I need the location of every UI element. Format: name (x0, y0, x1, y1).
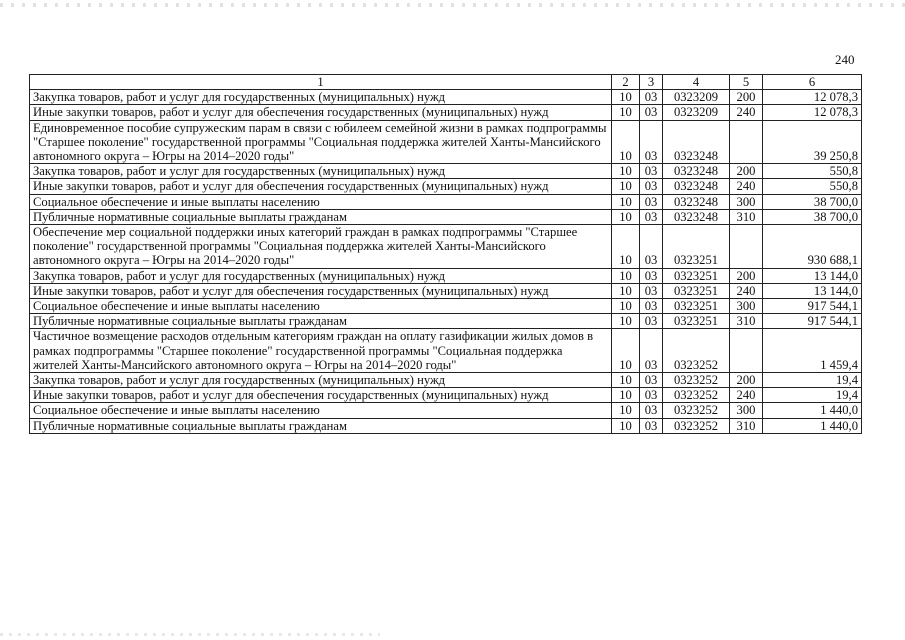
row-section: 10 (612, 194, 640, 209)
row-name: Публичные нормативные социальные выплаты гражданам (30, 314, 612, 329)
row-section: 10 (612, 418, 640, 433)
page-number: 240 (835, 52, 855, 67)
row-target-article: 0323248 (663, 179, 730, 194)
row-target-article: 0323252 (663, 403, 730, 418)
row-target-article: 0323251 (663, 268, 730, 283)
row-amount: 39 250,8 (763, 120, 862, 164)
row-section: 10 (612, 403, 640, 418)
table-row (30, 268, 862, 283)
row-target-article: 0323248 (663, 164, 730, 179)
row-name: Единовременное пособие супружеским парам в связи с юбилеем семейной жизни в рамках подпрограммы "Старшее поколение" государственной программы "Социальная поддержка жителей Ханты-Мансийского автономного округа – Югры на 2014–2020 годы" (30, 120, 612, 164)
row-target-article: 0323248 (663, 194, 730, 209)
row-expense-type (730, 225, 763, 269)
row-name: Иные закупки товаров, работ и услуг для обеспечения государственных (муниципальных) нужд (30, 388, 612, 403)
row-amount: 1 440,0 (763, 403, 862, 418)
row-amount: 13 144,0 (763, 283, 862, 298)
row-subsection: 03 (640, 179, 663, 194)
row-section: 10 (612, 329, 640, 373)
row-expense-type: 310 (730, 418, 763, 433)
row-expense-type: 240 (730, 179, 763, 194)
row-subsection: 03 (640, 329, 663, 373)
row-subsection: 03 (640, 418, 663, 433)
row-amount: 1 459,4 (763, 329, 862, 373)
row-expense-type: 300 (730, 299, 763, 314)
table-row (30, 105, 862, 120)
row-subsection: 03 (640, 90, 663, 105)
header-col-1: 1 (30, 75, 612, 90)
row-subsection: 03 (640, 388, 663, 403)
row-amount: 550,8 (763, 179, 862, 194)
table-row (30, 373, 862, 388)
table-header-row (30, 75, 862, 90)
row-section: 10 (612, 90, 640, 105)
table-row (30, 225, 862, 269)
table-row (30, 388, 862, 403)
row-amount: 917 544,1 (763, 299, 862, 314)
row-subsection: 03 (640, 373, 663, 388)
row-name: Иные закупки товаров, работ и услуг для обеспечения государственных (муниципальных) нужд (30, 105, 612, 120)
row-section: 10 (612, 105, 640, 120)
table-row (30, 209, 862, 224)
row-section: 10 (612, 373, 640, 388)
table-row (30, 314, 862, 329)
row-amount: 550,8 (763, 164, 862, 179)
row-amount: 19,4 (763, 388, 862, 403)
row-expense-type: 240 (730, 105, 763, 120)
row-target-article: 0323209 (663, 105, 730, 120)
row-expense-type: 300 (730, 194, 763, 209)
row-target-article: 0323251 (663, 314, 730, 329)
row-name: Публичные нормативные социальные выплаты гражданам (30, 418, 612, 433)
row-name: Закупка товаров, работ и услуг для государственных (муниципальных) нужд (30, 373, 612, 388)
row-name: Социальное обеспечение и иные выплаты населению (30, 299, 612, 314)
table-row (30, 299, 862, 314)
row-expense-type (730, 329, 763, 373)
table-row (30, 164, 862, 179)
row-amount: 38 700,0 (763, 194, 862, 209)
table-row (30, 90, 862, 105)
scan-artifact-top (0, 3, 905, 7)
row-name: Социальное обеспечение и иные выплаты населению (30, 403, 612, 418)
row-section: 10 (612, 209, 640, 224)
row-target-article: 0323251 (663, 225, 730, 269)
header-col-5: 5 (730, 75, 763, 90)
row-amount: 917 544,1 (763, 314, 862, 329)
header-col-6: 6 (763, 75, 862, 90)
budget-table (29, 74, 862, 434)
row-name: Социальное обеспечение и иные выплаты населению (30, 194, 612, 209)
row-name: Закупка товаров, работ и услуг для государственных (муниципальных) нужд (30, 90, 612, 105)
row-section: 10 (612, 314, 640, 329)
row-expense-type: 240 (730, 283, 763, 298)
row-section: 10 (612, 179, 640, 194)
table-row (30, 283, 862, 298)
row-name: Обеспечение мер социальной поддержки иных категорий граждан в рамках подпрограммы "Старшее поколение" государственной программы "Социальная поддержка жителей Ханты-Мансийского автономного округа – Югры на 2014–2020 годы" (30, 225, 612, 269)
row-subsection: 03 (640, 120, 663, 164)
row-target-article: 0323252 (663, 373, 730, 388)
row-subsection: 03 (640, 283, 663, 298)
header-col-3: 3 (640, 75, 663, 90)
row-expense-type (730, 120, 763, 164)
table-row (30, 418, 862, 433)
row-expense-type: 200 (730, 373, 763, 388)
header-col-2: 2 (612, 75, 640, 90)
row-target-article: 0323251 (663, 283, 730, 298)
row-subsection: 03 (640, 105, 663, 120)
row-name: Иные закупки товаров, работ и услуг для обеспечения государственных (муниципальных) нужд (30, 179, 612, 194)
table-row (30, 179, 862, 194)
row-amount: 1 440,0 (763, 418, 862, 433)
row-section: 10 (612, 299, 640, 314)
row-expense-type: 300 (730, 403, 763, 418)
row-target-article: 0323209 (663, 90, 730, 105)
row-target-article: 0323248 (663, 209, 730, 224)
row-name: Закупка товаров, работ и услуг для государственных (муниципальных) нужд (30, 164, 612, 179)
row-target-article: 0323252 (663, 388, 730, 403)
row-amount: 19,4 (763, 373, 862, 388)
table-row (30, 403, 862, 418)
row-subsection: 03 (640, 314, 663, 329)
row-amount: 38 700,0 (763, 209, 862, 224)
row-expense-type: 310 (730, 209, 763, 224)
row-expense-type: 200 (730, 268, 763, 283)
row-target-article: 0323248 (663, 120, 730, 164)
row-amount: 12 078,3 (763, 105, 862, 120)
row-target-article: 0323252 (663, 329, 730, 373)
row-target-article: 0323252 (663, 418, 730, 433)
scan-artifact-bottom (0, 633, 380, 636)
row-subsection: 03 (640, 164, 663, 179)
table-row (30, 120, 862, 164)
row-amount: 12 078,3 (763, 90, 862, 105)
row-subsection: 03 (640, 299, 663, 314)
row-amount: 13 144,0 (763, 268, 862, 283)
row-section: 10 (612, 164, 640, 179)
row-expense-type: 240 (730, 388, 763, 403)
table-row (30, 194, 862, 209)
row-name: Закупка товаров, работ и услуг для государственных (муниципальных) нужд (30, 268, 612, 283)
row-section: 10 (612, 283, 640, 298)
row-name: Иные закупки товаров, работ и услуг для обеспечения государственных (муниципальных) нужд (30, 283, 612, 298)
row-expense-type: 200 (730, 90, 763, 105)
table-row (30, 329, 862, 373)
row-subsection: 03 (640, 209, 663, 224)
row-section: 10 (612, 120, 640, 164)
row-expense-type: 200 (730, 164, 763, 179)
row-section: 10 (612, 388, 640, 403)
row-subsection: 03 (640, 268, 663, 283)
row-name: Частичное возмещение расходов отдельным категориям граждан на оплату газификации жилых домов в рамках подпрограммы "Старшее поколение" государственной программы "Социальная поддержка жителей Ханты-Мансийского автономного округа – Югры на 2014–2020 годы" (30, 329, 612, 373)
row-subsection: 03 (640, 403, 663, 418)
header-col-4: 4 (663, 75, 730, 90)
row-name: Публичные нормативные социальные выплаты гражданам (30, 209, 612, 224)
row-expense-type: 310 (730, 314, 763, 329)
row-subsection: 03 (640, 194, 663, 209)
row-target-article: 0323251 (663, 299, 730, 314)
row-amount: 930 688,1 (763, 225, 862, 269)
row-section: 10 (612, 225, 640, 269)
row-subsection: 03 (640, 225, 663, 269)
row-section: 10 (612, 268, 640, 283)
